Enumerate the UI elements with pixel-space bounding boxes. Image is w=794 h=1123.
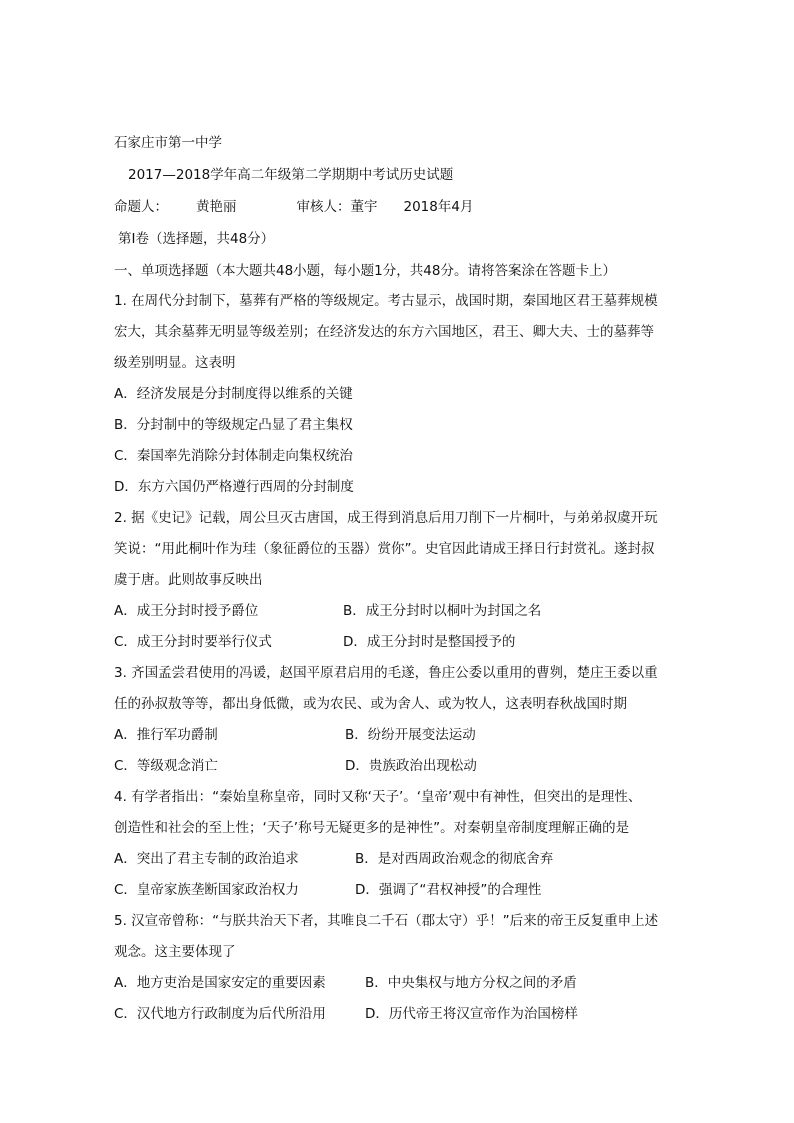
question-1-stem-line-2: 宏大，其余墓葬无明显等级差别；在经济发达的东方六国地区，君王、卿大夫、士的墓葬等 [114, 324, 654, 340]
question-4-option-c[interactable]: C．皇帝家族垄断国家政治权力 [114, 882, 299, 898]
question-2-stem-line-2: 笑说：“用此桐叶作为珪（象征爵位的玉器）赏你”。史官因此请成王择日行封赏礼。遂封叔 [114, 541, 655, 557]
exam-date: 2018年4月 [403, 199, 474, 215]
exam-credits [114, 197, 473, 217]
reviewer-name: 董宇 [350, 199, 378, 215]
question-2-option-b[interactable]: B．成王分封时以桐叶为封国之名 [343, 603, 542, 619]
question-1-option-b[interactable]: B．分封制中的等级规定凸显了君主集权 [114, 417, 353, 433]
question-2-stem-line-3: 虞于唐。此则故事反映出 [114, 572, 263, 588]
question-2-option-c[interactable]: C．成王分封时要举行仪式 [114, 634, 272, 650]
question-4-option-b[interactable]: B．是对西周政治观念的彻底舍弃 [355, 851, 554, 867]
question-3-option-a[interactable]: A．推行军功爵制 [114, 727, 218, 743]
volume-heading: 第Ⅰ卷（选择题，共48分） [118, 231, 275, 247]
reviewer-label: 审核人： [296, 199, 351, 215]
exam-title: 2017—2018学年高二年级第二学期期中考试历史试题 [128, 167, 454, 183]
question-5-option-b[interactable]: B．中央集权与地方分权之间的矛盾 [365, 975, 577, 991]
question-1-stem-line-1: 1. 在周代分封制下，墓葬有严格的等级规定。考古显示，战国时期，秦国地区君王墓葬规模 [114, 293, 658, 309]
school-name: 石家庄市第一中学 [114, 135, 222, 151]
question-1-option-a[interactable]: A．经济发展是分封制度得以维系的关键 [114, 386, 353, 402]
question-4-option-d[interactable]: D．强调了“君权神授”的合理性 [355, 882, 542, 898]
question-4-stem-line-1: 4. 有学者指出：“秦始皇称皇帝，同时又称‘天子’。‘皇帝’观中有神性，但突出的是理性、 [114, 789, 642, 805]
question-5-option-d[interactable]: D．历代帝王将汉宣帝作为治国榜样 [365, 1006, 578, 1022]
question-3-option-b[interactable]: B．纷纷开展变法运动 [345, 727, 476, 743]
part-heading: 一、单项选择题（本大题共48小题，每小题1分，共48分。请将答案涂在答题卡上） [114, 263, 616, 279]
question-3-option-c[interactable]: C．等级观念消亡 [114, 758, 218, 774]
question-4-stem-line-2: 创造性和社会的至上性；‘天子’称号无疑更多的是神性”。对秦朝皇帝制度理解正确的是 [114, 820, 630, 836]
question-5-option-c[interactable]: C．汉代地方行政制度为后代所沿用 [114, 1006, 326, 1022]
question-3-option-d[interactable]: D．贵族政治出现松动 [345, 758, 477, 774]
question-2-stem-line-1: 2. 据《史记》记载，周公旦灭古唐国，成王得到消息后用刀削下一片桐叶，与弟弟叔虞开玩 [114, 510, 658, 526]
setter-name: 黄艳丽 [196, 199, 237, 215]
question-3-stem-line-2: 任的孙叔敖等等，都出身低微，或为农民、或为舍人、或为牧人，这表明春秋战国时期 [114, 696, 627, 712]
question-2-option-d[interactable]: D．成王分封时是整国授予的 [343, 634, 516, 650]
question-5-stem-line-1: 5. 汉宣帝曾称：“与朕共治天下者，其唯良二千石（郡太守）乎！”后来的帝王反复重申上述 [114, 913, 659, 929]
question-4-option-a[interactable]: A．突出了君主专制的政治追求 [114, 851, 299, 867]
question-1-option-c[interactable]: C．秦国率先消除分封体制走向集权统治 [114, 448, 353, 464]
question-2-option-a[interactable]: A．成王分封时授予爵位 [114, 603, 259, 619]
question-1-option-d[interactable]: D．东方六国仍严格遵行西周的分封制度 [114, 479, 354, 495]
question-1-stem-line-3: 级差别明显。这表明 [114, 355, 236, 371]
question-5-option-a[interactable]: A．地方吏治是国家安定的重要因素 [114, 975, 326, 991]
question-3-stem-line-1: 3. 齐国孟尝君使用的冯谖，赵国平原君启用的毛遂，鲁庄公委以重用的曹刿，楚庄王委以重 [114, 665, 658, 681]
question-5-stem-line-2: 观念。这主要体现了 [114, 944, 236, 960]
setter-label: 命题人： [114, 199, 168, 215]
